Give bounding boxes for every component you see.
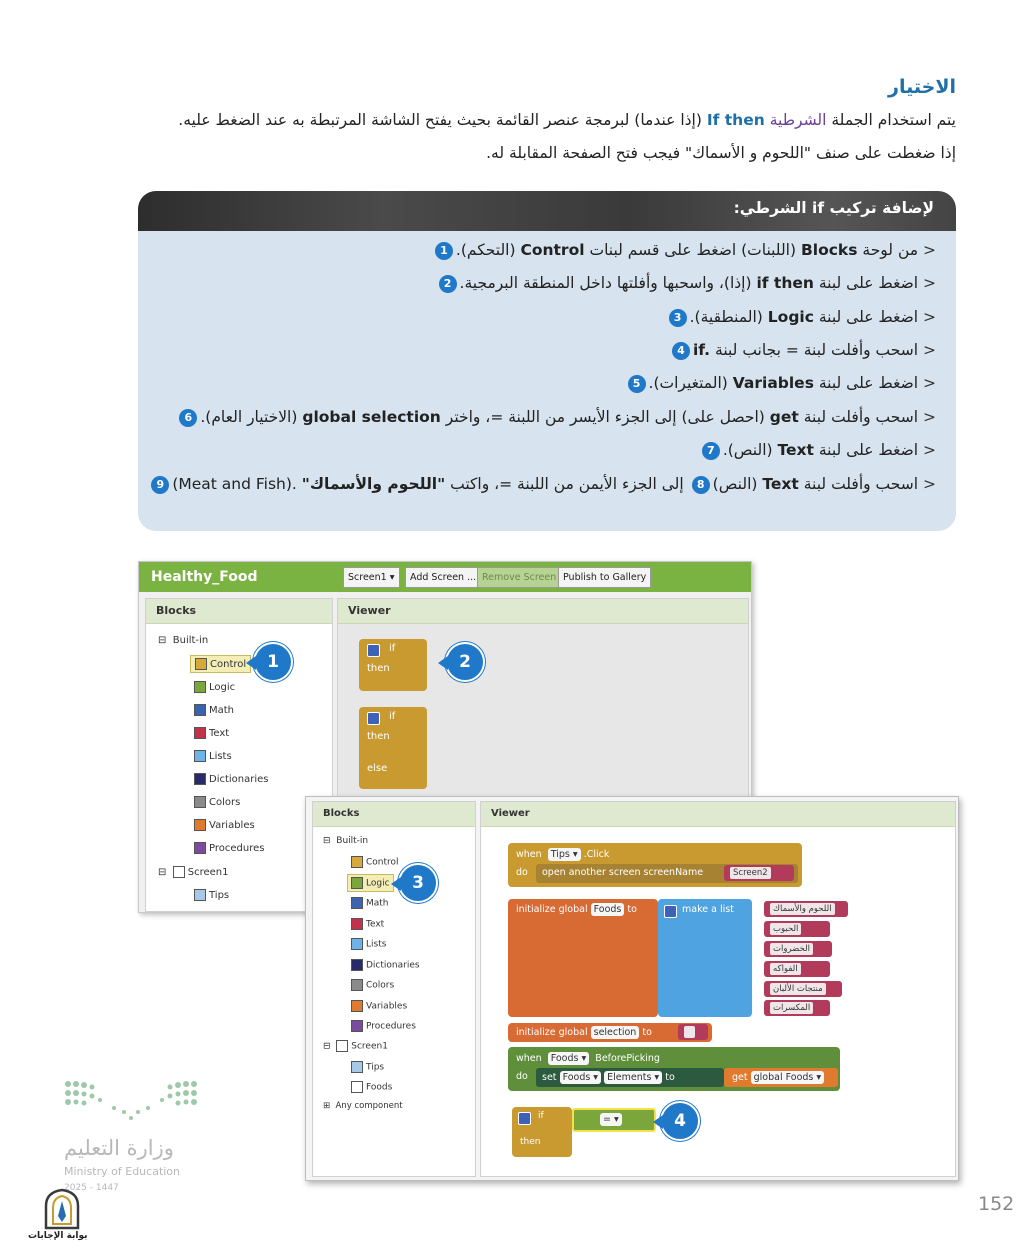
tree-item-any-component[interactable]: ⊞ Any component bbox=[323, 1101, 403, 1111]
publish-gallery-button[interactable]: Publish to Gallery bbox=[558, 567, 651, 588]
list-item-string: الحبوب bbox=[764, 921, 830, 937]
step-6: < اسحب وأفلت لبنة get (احصل على) إلى الجزء الأيسر من اللبنة =، واختر global selection (الاختيار العام).6 bbox=[176, 408, 936, 427]
tree-item-tips[interactable]: Tips bbox=[194, 889, 229, 901]
step-number-badge: 2 bbox=[439, 275, 457, 293]
tree-item-variables[interactable]: Variables bbox=[194, 819, 255, 831]
tree-item-logic[interactable]: Logic bbox=[194, 681, 235, 693]
list-item-string: اللحوم والأسماك bbox=[764, 901, 848, 917]
builtin-node[interactable]: ⊟ Built-in bbox=[158, 635, 209, 646]
blocks-panel-header: Blocks bbox=[146, 599, 332, 624]
callout-1: 1 bbox=[253, 642, 293, 682]
step-number-badge: 8 bbox=[692, 476, 710, 494]
tree-item-math[interactable]: Math bbox=[194, 704, 234, 716]
tree-item-variables[interactable]: Variables bbox=[351, 1000, 407, 1012]
init-global-foods-block[interactable]: initialize global Foods to bbox=[508, 899, 658, 1017]
tree-item-dictionaries[interactable]: Dictionaries bbox=[351, 959, 420, 971]
portal-logo-icon bbox=[42, 1188, 82, 1230]
app-inventor-screenshot-2 bbox=[305, 796, 959, 1181]
gear-icon bbox=[367, 644, 380, 657]
set-foods-elements-block[interactable]: set Foods ▾ Elements ▾ to bbox=[536, 1068, 724, 1087]
intro-line-2: إذا ضغطت على صنف "اللحوم و الأسماك" فيجب فتح الصفحة المقابلة له. bbox=[486, 144, 956, 162]
list-item-string: المكسرات bbox=[764, 1000, 830, 1016]
step-number-badge: 9 bbox=[151, 476, 169, 494]
step-number-badge: 6 bbox=[179, 409, 197, 427]
step-number-badge: 4 bbox=[672, 342, 690, 360]
ministry-name-arabic: وزارة التعليم bbox=[64, 1136, 174, 1160]
add-screen-button[interactable]: Add Screen ... bbox=[405, 567, 481, 588]
tree-item-text[interactable]: Text bbox=[351, 918, 384, 930]
intro-text: يتم استخدام الجملة bbox=[831, 111, 956, 129]
logic-equals-block[interactable]: = ▾ bbox=[572, 1108, 656, 1132]
when-foods-beforepicking-block[interactable]: when Foods ▾ BeforePicking do set Foods ▾ Elements ▾ to get global Foods ▾ bbox=[508, 1047, 840, 1091]
gear-icon bbox=[518, 1112, 531, 1125]
tree-item-procedures[interactable]: Procedures bbox=[194, 842, 264, 854]
gear-icon bbox=[664, 905, 677, 918]
callout-3: 3 bbox=[398, 863, 438, 903]
tree-item-foods[interactable]: Foods bbox=[351, 1081, 392, 1093]
step-8: < اسحب وأفلت لبنة Text (النص)8 إلى الجزء الأيمن من اللبنة =، واكتب "اللحوم والأسماك" (Meat and Fish).9 bbox=[148, 475, 936, 494]
instruction-box-title: لإضافة تركيب if الشرطي: bbox=[733, 199, 934, 217]
step-number-badge: 5 bbox=[628, 375, 646, 393]
get-global-foods-block[interactable]: get global Foods ▾ bbox=[724, 1068, 838, 1087]
step-number-badge: 7 bbox=[702, 442, 720, 460]
blocks-panel-header: Blocks bbox=[313, 802, 475, 827]
step-3: < اضغط على لبنة Logic (المنطقية).3 bbox=[666, 308, 936, 327]
screen2-string: Screen2 bbox=[724, 865, 794, 881]
tree-item-math[interactable]: Math bbox=[351, 897, 389, 909]
tree-item-tips[interactable]: Tips bbox=[351, 1061, 384, 1073]
step-2: < اضغط على لبنة if then (إذا)، واسحبها وأفلتها داخل المنطقة البرمجية.2 bbox=[436, 274, 936, 293]
tree-item-logic[interactable]: Logic bbox=[347, 874, 394, 892]
step-5: < اضغط على لبنة Variables (المتغيرات).5 bbox=[625, 374, 936, 393]
intro-term: الشرطية bbox=[769, 111, 827, 129]
tree-item-lists[interactable]: Lists bbox=[194, 750, 232, 762]
make-a-list-block[interactable]: make a list bbox=[658, 899, 752, 1017]
remove-screen-button[interactable]: Remove Screen bbox=[477, 567, 561, 588]
screen-select-button[interactable]: Screen1 ▾ bbox=[343, 567, 400, 588]
tree-item-screen1[interactable]: ⊟ Screen1 bbox=[158, 867, 229, 878]
list-item-string: الخضروات bbox=[764, 941, 832, 957]
list-item-string: الفواكه bbox=[764, 961, 830, 977]
tree-item-screen1[interactable]: ⊟ Screen1 bbox=[323, 1041, 388, 1052]
tree-item-procedures[interactable]: Procedures bbox=[351, 1020, 416, 1032]
if-then-block[interactable]: if then bbox=[359, 639, 427, 691]
list-item-string: منتجات الألبان bbox=[764, 981, 842, 997]
page-number: 152 bbox=[978, 1193, 1015, 1215]
intro-text: (إذا عندما) لبرمجة عنصر القائمة بحيث يفتح الشاشة المرتبطة به عند الضغط عليه. bbox=[178, 111, 702, 129]
step-number-badge: 1 bbox=[435, 242, 453, 260]
tree-item-lists[interactable]: Lists bbox=[351, 938, 386, 950]
step-4: < اسحب وأفلت لبنة = بجانب لبنة if.4 bbox=[669, 341, 936, 360]
project-title: Healthy_Food bbox=[151, 569, 258, 585]
callout-4: 4 bbox=[660, 1101, 700, 1141]
tree-item-dictionaries[interactable]: Dictionaries bbox=[194, 773, 269, 785]
if-then-block[interactable]: if then bbox=[512, 1107, 572, 1157]
step-7: < اضغط على لبنة Text (النص).7 bbox=[699, 441, 936, 460]
tree-item-control[interactable]: Control bbox=[190, 655, 251, 673]
intro-keyword: If then bbox=[706, 111, 765, 129]
gear-icon bbox=[367, 712, 380, 725]
tree-item-text[interactable]: Text bbox=[194, 727, 229, 739]
init-global-selection-block[interactable]: initialize global selection to bbox=[508, 1023, 712, 1042]
when-tips-click-block[interactable]: when Tips ▾ .Click do open another screen screenName Screen2 bbox=[508, 843, 802, 887]
ministry-logo-icon bbox=[64, 1080, 198, 1126]
builtin-node[interactable]: ⊟ Built-in bbox=[323, 836, 369, 846]
instruction-box bbox=[138, 191, 956, 531]
blocks-panel bbox=[312, 801, 476, 1177]
if-then-else-block[interactable]: if then else bbox=[359, 707, 427, 789]
step-1: < من لوحة Blocks (اللبنات) اضغط على قسم لبنات Control (التحكم).1 bbox=[432, 241, 936, 260]
viewer-panel-header: Viewer bbox=[338, 599, 748, 624]
tree-item-control[interactable]: Control bbox=[351, 856, 399, 868]
open-another-screen-block[interactable]: open another screen screenName Screen2 bbox=[536, 864, 798, 883]
viewer-panel-header: Viewer bbox=[481, 802, 955, 827]
tree-item-colors[interactable]: Colors bbox=[194, 796, 240, 808]
intro-line-1 bbox=[178, 111, 956, 129]
callout-2: 2 bbox=[445, 642, 485, 682]
empty-string bbox=[678, 1024, 708, 1040]
ministry-name-english: Ministry of Education bbox=[64, 1165, 181, 1178]
portal-label: بوابة الإجابات bbox=[28, 1231, 88, 1241]
designer-toolbar bbox=[139, 562, 751, 592]
step-number-badge: 3 bbox=[669, 309, 687, 327]
ministry-year: 2025 - 1447 bbox=[64, 1183, 119, 1193]
tree-item-colors[interactable]: Colors bbox=[351, 979, 394, 991]
section-title: الاختيار bbox=[888, 76, 956, 98]
